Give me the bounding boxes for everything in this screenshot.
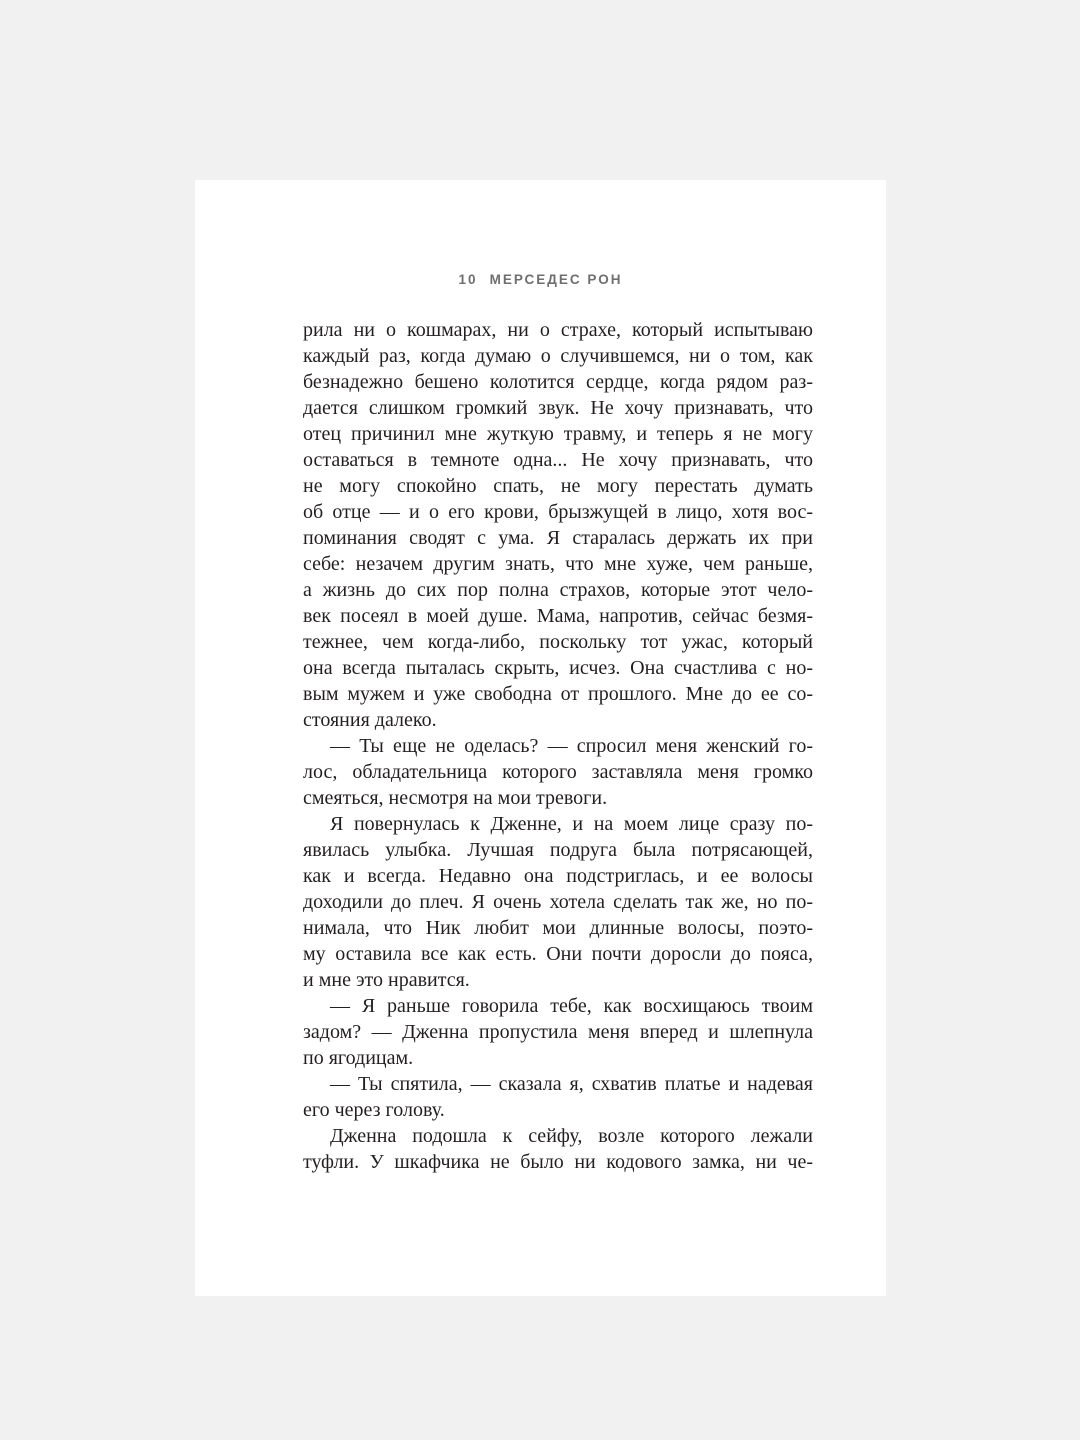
text-line: Дженна подошла к сейфу, возле которого лежали [330, 1125, 813, 1147]
text-line: отец причинил мне жуткую травму, и теперь я не могу [303, 423, 813, 445]
text-line: смеяться, несмотря на мои тревоги. [303, 787, 608, 809]
text-line: му оставила все как есть. Они почти доросли до пояса, [303, 943, 813, 965]
text-line: его через голову. [303, 1099, 445, 1121]
text-line: оставаться в темноте одна... Не хочу признавать, что [303, 449, 813, 471]
author-name: МЕРСЕДЕС РОН [489, 272, 623, 287]
text-line: дается слишком громкий звук. Не хочу признавать, что [303, 397, 813, 419]
text-line: век посеял в моей душе. Мама, напротив, сейчас безмя- [303, 605, 813, 627]
text-line: тежнее, чем когда-либо, поскольку тот ужас, который [303, 631, 813, 653]
text-line: каждый раз, когда думаю о случившемся, ни о том, как [303, 345, 813, 367]
text-line: лос, обладательница которого заставляла меня громко [303, 761, 813, 783]
text-line: вым мужем и уже свободна от прошлого. Мне до ее со- [303, 683, 813, 705]
text-line: доходили до плеч. Я очень хотела сделать так же, но по- [303, 891, 813, 913]
page-number: 10 [458, 272, 478, 287]
text-line: как и всегда. Недавно она подстриглась, и ее волосы [303, 865, 813, 887]
text-line: задом? — Дженна пропустила меня вперед и шлепнула [303, 1021, 813, 1043]
text-line: и мне это нравится. [303, 969, 470, 991]
text-line: Я повернулась к Дженне, и на моем лице сразу по- [330, 813, 813, 835]
text-line: не могу спокойно спать, не могу перестать думать [303, 475, 813, 497]
text-line: себе: незачем другим знать, что мне хуже, чем раньше, [303, 553, 813, 575]
text-line: она всегда пыталась скрыть, исчез. Она счастлива с но- [303, 657, 813, 679]
text-line: об отце — и о его крови, брызжущей в лицо, хотя вос- [303, 501, 813, 523]
text-line: а жизнь до сих пор полна страхов, которые этот чело- [303, 579, 813, 601]
text-line: — Ты еще не оделась? — спросил меня женский го- [330, 735, 813, 757]
running-head [195, 272, 886, 287]
text-line: поминания сводят с ума. Я старалась держать их при [303, 527, 813, 549]
text-line: стояния далеко. [303, 709, 437, 731]
book-page [195, 180, 886, 1296]
text-line: нимала, что Ник любит мои длинные волосы, поэто- [303, 917, 813, 939]
text-line: — Я раньше говорила тебе, как восхищаюсь твоим [330, 995, 813, 1017]
text-line: безнадежно бешено колотится сердце, когда рядом раз- [303, 371, 813, 393]
body-text [303, 317, 813, 1175]
text-line: — Ты спятила, — сказала я, схватив платье и надевая [330, 1073, 813, 1095]
text-line: по ягодицам. [303, 1047, 414, 1069]
text-line: явилась улыбка. Лучшая подруга была потрясающей, [303, 839, 813, 861]
text-line: рила ни о кошмарах, ни о страхе, который испытываю [303, 319, 813, 341]
text-line: туфли. У шкафчика не было ни кодового замка, ни че- [303, 1151, 813, 1173]
